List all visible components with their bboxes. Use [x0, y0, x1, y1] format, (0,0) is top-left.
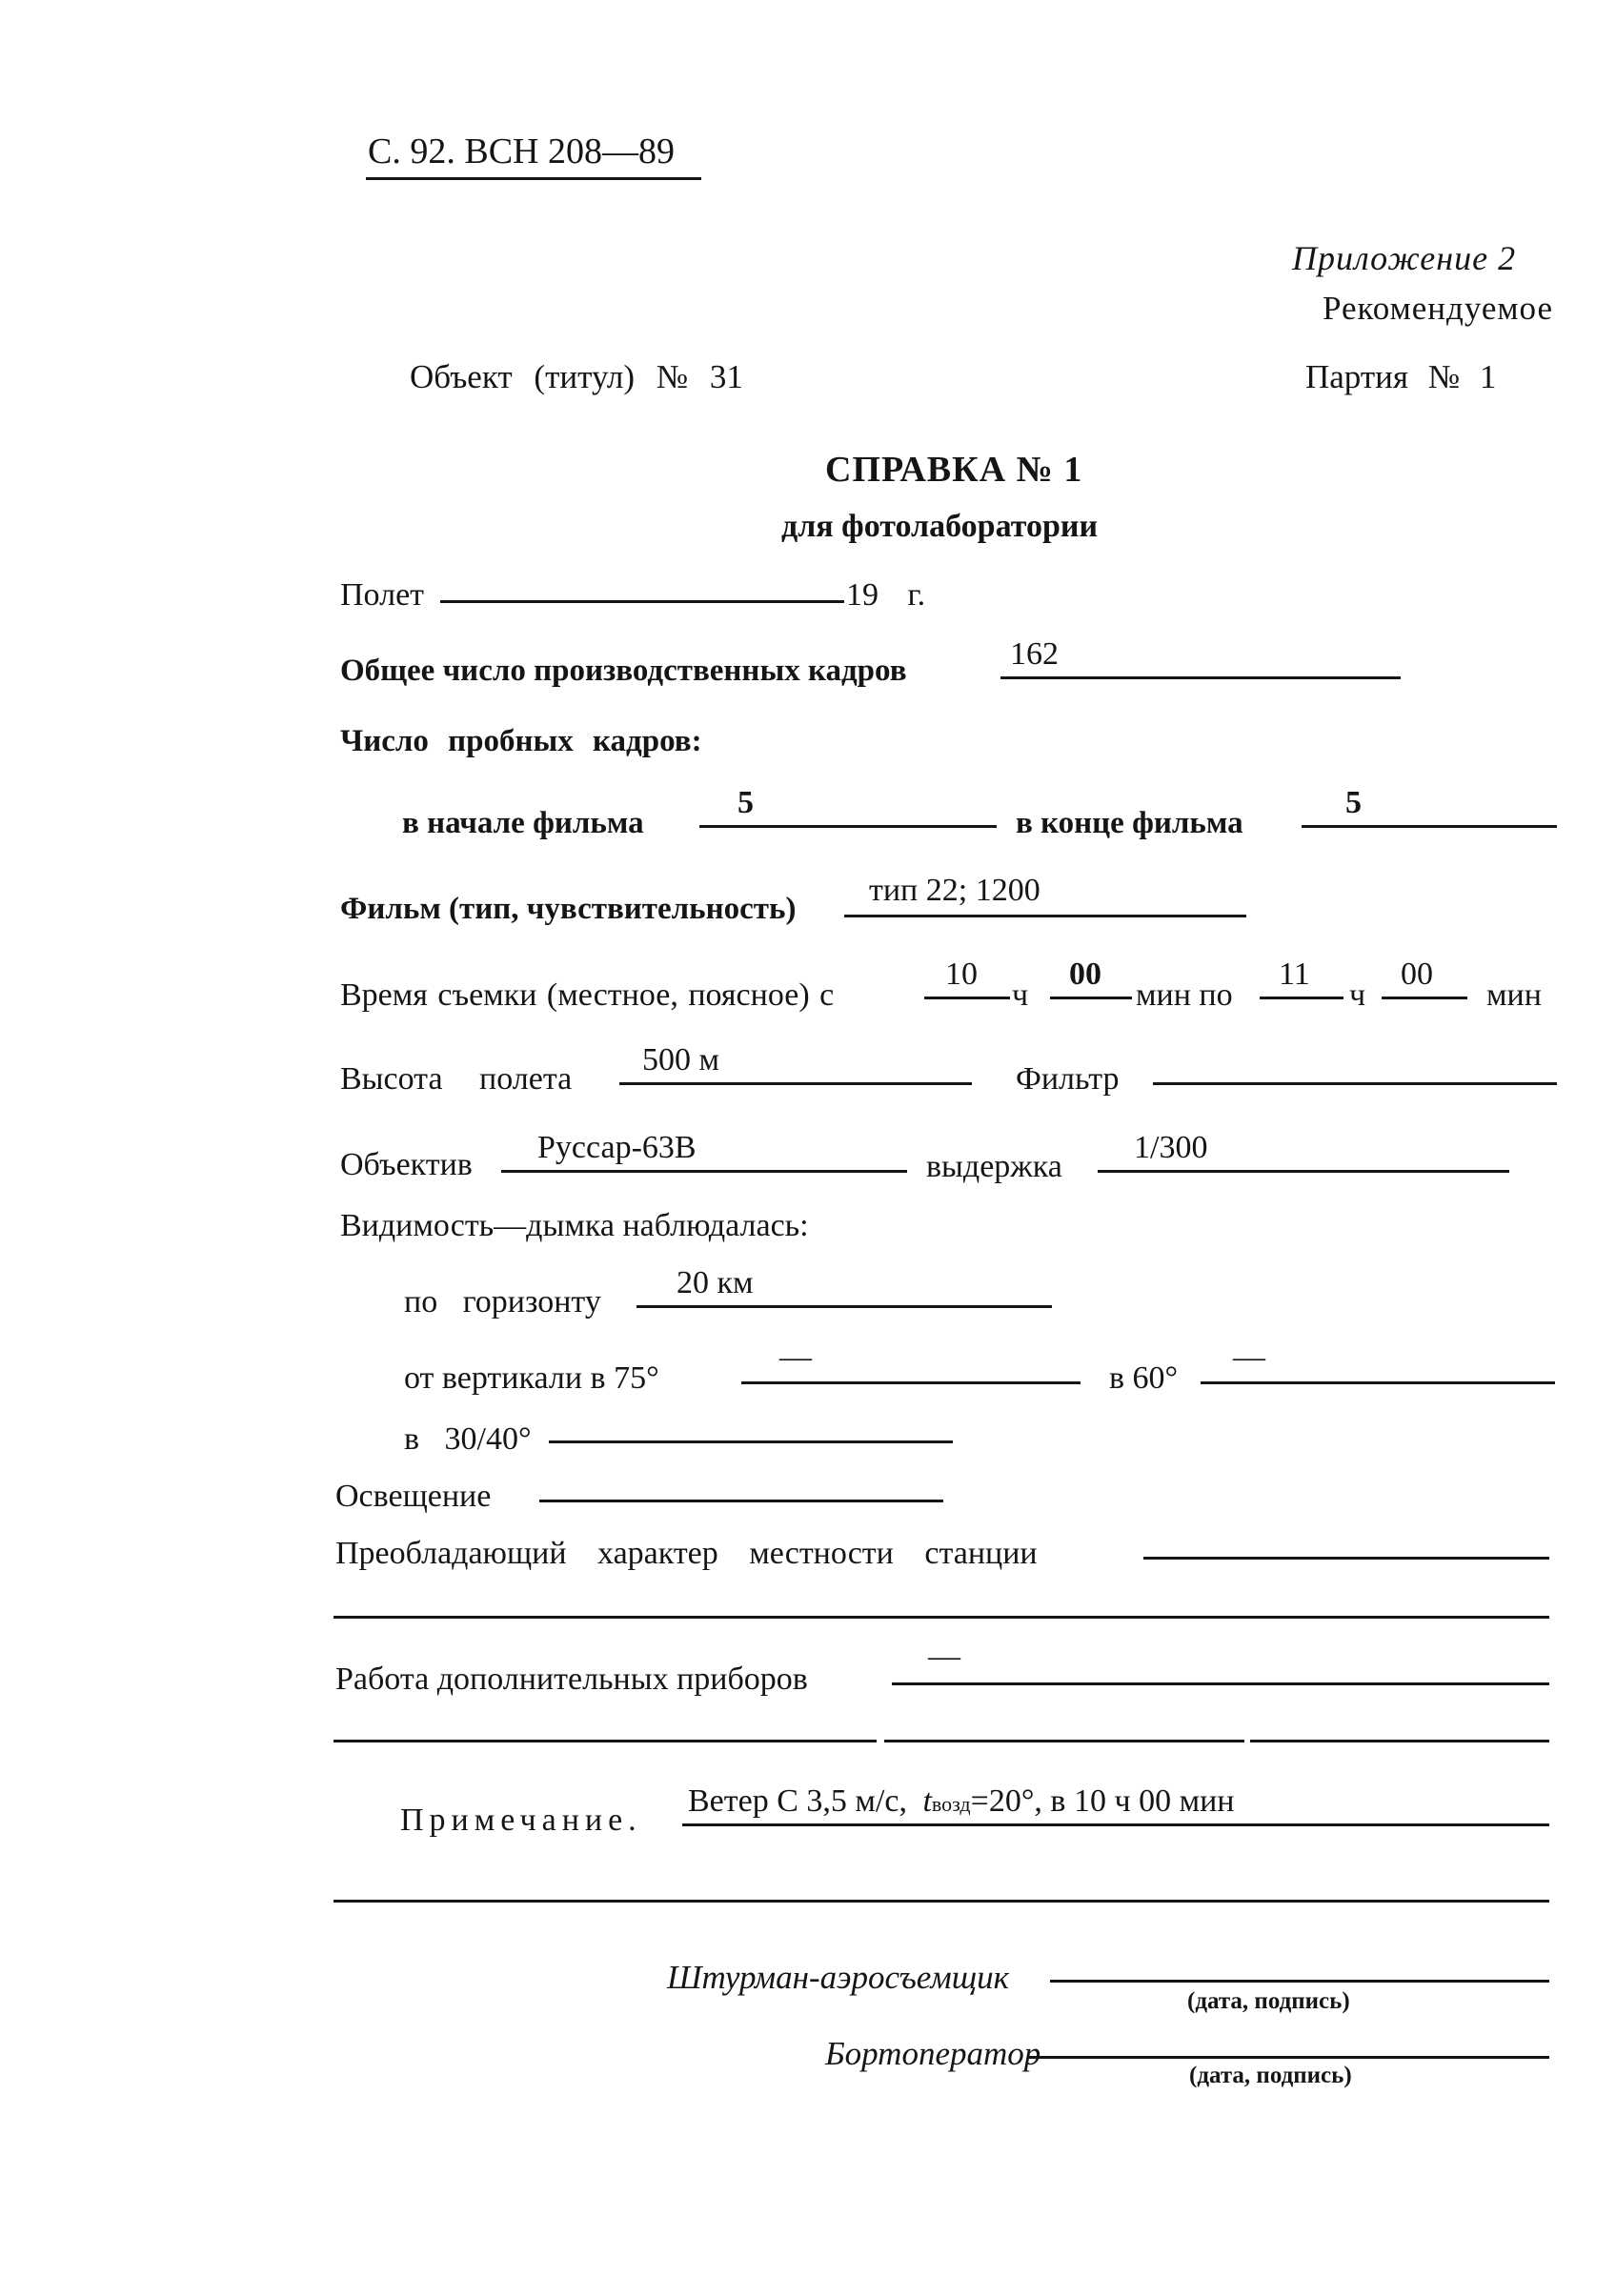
horizon-value: 20 км	[677, 1265, 754, 1300]
lens-value: Руссар-63В	[537, 1130, 697, 1165]
time-from-minutes-line[interactable]	[1050, 997, 1132, 999]
document-subtitle: для фотолаборатории	[781, 509, 1099, 544]
lens-line[interactable]	[501, 1170, 907, 1173]
filter-line[interactable]	[1153, 1082, 1557, 1085]
flight-label: Полет	[340, 577, 425, 613]
instruments-label: Работа дополнительных приборов	[335, 1662, 808, 1697]
film-end-line[interactable]	[1302, 825, 1557, 828]
visibility-label: Видимость—дымка наблюдалась:	[340, 1208, 809, 1243]
time-from-hours-line[interactable]	[924, 997, 1010, 999]
total-frames-line[interactable]	[1000, 676, 1401, 679]
total-frames-value: 162	[1010, 636, 1059, 672]
exposure-value: 1/300	[1134, 1130, 1208, 1165]
instruments-line-2b[interactable]	[884, 1740, 1244, 1742]
flight-year: 19 г.	[846, 577, 926, 613]
note-value-post: =20°, в 10 ч 00 мин	[970, 1783, 1235, 1819]
vertical-30-label: в 30/40°	[404, 1421, 532, 1457]
test-frames-label: Число пробных кадров:	[340, 724, 702, 758]
document-title: СПРАВКА № 1	[825, 450, 1083, 490]
object-title: Объект (титул) № 31	[410, 358, 743, 395]
film-start-label: в начале фильма	[402, 806, 644, 840]
note-temp-symbol: t	[922, 1783, 932, 1819]
time-hours-unit-1: ч	[1012, 977, 1029, 1013]
filter-label: Фильтр	[1016, 1061, 1120, 1097]
operator-hint: (дата, подпись)	[1189, 2063, 1352, 2088]
note-value	[688, 1785, 1234, 1818]
instruments-line-2c[interactable]	[1250, 1740, 1549, 1742]
exposure-label: выдержка	[926, 1149, 1062, 1184]
terrain-label: Преобладающий характер местности станции	[335, 1536, 1038, 1571]
note-label: Примечание.	[400, 1803, 642, 1838]
instruments-line-2a[interactable]	[333, 1740, 877, 1742]
vertical-30-line[interactable]	[549, 1440, 953, 1443]
vertical-60-line[interactable]	[1201, 1381, 1555, 1384]
lighting-label: Освещение	[335, 1479, 492, 1514]
instruments-value: —	[928, 1639, 960, 1674]
altitude-line[interactable]	[619, 1082, 972, 1085]
note-temp-subscript: возд	[931, 1792, 971, 1816]
lighting-line[interactable]	[539, 1500, 943, 1502]
page-reference-text: С. 92. ВСН 208—89	[368, 131, 675, 171]
navigator-hint: (дата, подпись)	[1187, 1988, 1350, 2014]
time-from-minutes: 00	[1069, 957, 1101, 992]
altitude-value: 500 м	[642, 1042, 720, 1078]
navigator-signature-line[interactable]	[1050, 1980, 1549, 1983]
vertical-75-value: —	[779, 1339, 812, 1375]
exposure-line[interactable]	[1098, 1170, 1509, 1173]
operator-signature-line[interactable]	[1029, 2056, 1549, 2059]
film-start-value: 5	[737, 785, 754, 820]
flight-date-line[interactable]	[440, 600, 844, 603]
time-to-minutes-line[interactable]	[1382, 997, 1467, 999]
navigator-label: Штурман-аэросъемщик	[667, 1959, 1010, 1996]
film-start-line[interactable]	[699, 825, 997, 828]
terrain-line-1[interactable]	[1143, 1557, 1549, 1560]
recommended-label: Рекомендуемое	[1323, 290, 1554, 327]
terrain-line-2[interactable]	[333, 1616, 1549, 1619]
film-end-value: 5	[1345, 785, 1362, 820]
time-min-po: мин по	[1136, 977, 1233, 1013]
note-line-2[interactable]	[333, 1900, 1549, 1903]
time-minutes-unit: мин	[1486, 977, 1542, 1013]
vertical-60-value: —	[1233, 1339, 1265, 1375]
time-from-hours: 10	[945, 957, 978, 992]
operator-label: Бортоператор	[825, 2035, 1041, 2072]
note-line-1[interactable]	[682, 1823, 1549, 1826]
time-hours-unit-2: ч	[1349, 977, 1366, 1013]
time-to-minutes: 00	[1401, 957, 1433, 992]
shooting-time-label: Время съемки (местное, поясное) с	[340, 977, 835, 1013]
instruments-line-1[interactable]	[892, 1682, 1549, 1685]
film-type-value: тип 22; 1200	[869, 873, 1040, 908]
film-end-label: в конце фильма	[1016, 806, 1243, 840]
note-value-pre: Ветер С 3,5 м/с,	[688, 1783, 907, 1819]
vertical-60-label: в 60°	[1109, 1360, 1179, 1396]
total-frames-label: Общее число производственных кадров	[340, 654, 907, 688]
page-reference-underline	[366, 177, 701, 180]
film-type-label: Фильм (тип, чувствительность)	[340, 892, 797, 926]
horizon-line[interactable]	[636, 1305, 1052, 1308]
party-number: Партия № 1	[1305, 358, 1497, 395]
lens-label: Объектив	[340, 1147, 473, 1182]
appendix-label: Приложение 2	[1292, 239, 1517, 277]
page-reference	[368, 133, 675, 170]
time-to-hours: 11	[1279, 957, 1310, 992]
vertical-75-label: от вертикали в 75°	[404, 1360, 659, 1396]
altitude-label: Высота полета	[340, 1061, 573, 1097]
vertical-75-line[interactable]	[741, 1381, 1081, 1384]
time-to-hours-line[interactable]	[1260, 997, 1343, 999]
film-type-line[interactable]	[844, 915, 1246, 917]
horizon-label: по горизонту	[404, 1284, 601, 1319]
